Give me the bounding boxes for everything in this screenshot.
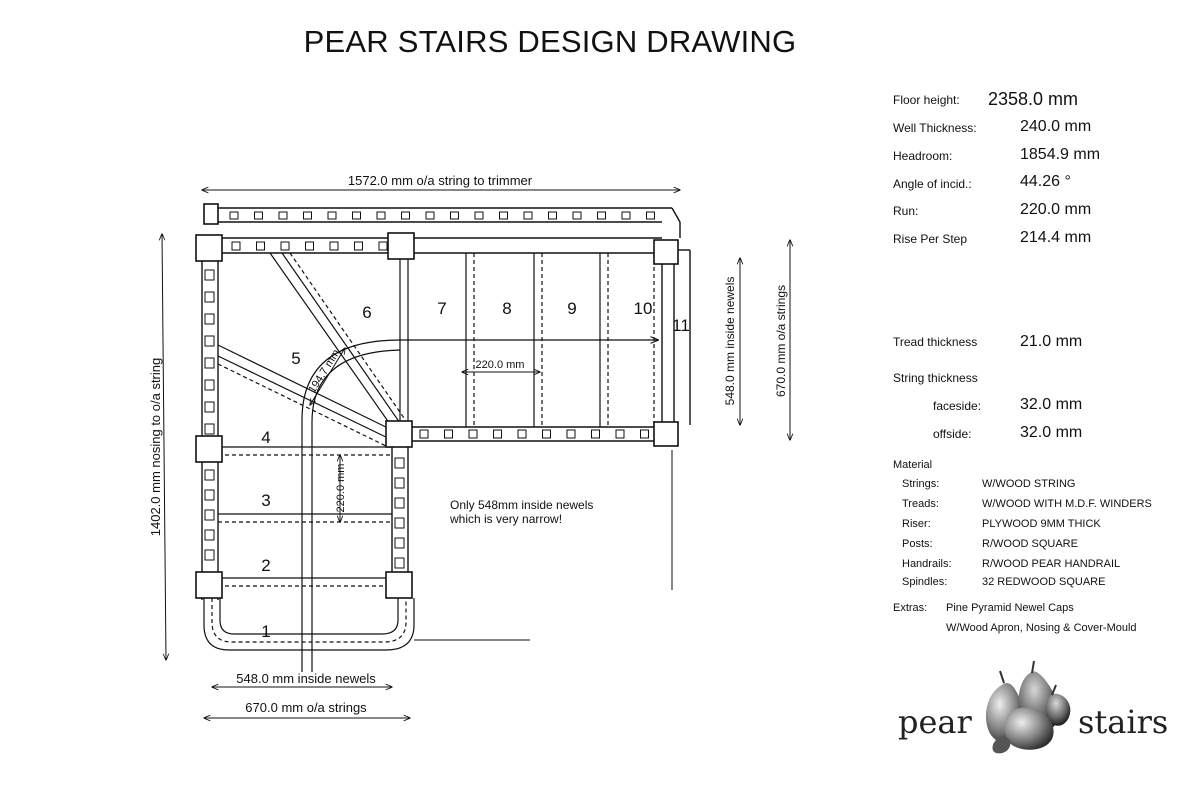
spindle xyxy=(573,212,581,219)
spec-label-angle: Angle of incid.: xyxy=(893,177,972,191)
note-line-1: Only 548mm inside newels xyxy=(450,498,594,512)
spindle xyxy=(230,212,238,219)
spindle xyxy=(598,212,606,219)
spec-label-headroom: Headroom: xyxy=(893,149,953,163)
spec-label-well-thickness: Well Thickness: xyxy=(893,121,977,135)
step-number-11: 11 xyxy=(672,316,690,335)
spindle xyxy=(395,478,404,488)
spindle xyxy=(232,242,240,250)
string-thickness-label: String thickness xyxy=(893,371,978,385)
spec-label-run: Run: xyxy=(893,204,919,218)
note-line-2: which is very narrow! xyxy=(450,512,563,526)
material-label-spindles: Spindles: xyxy=(902,576,948,588)
step-number-1: 1 xyxy=(261,622,271,641)
step-number-9: 9 xyxy=(567,299,577,318)
spec-value-headroom: 1854.9 mm xyxy=(1020,146,1101,163)
spindle xyxy=(205,424,214,434)
spec-value-run: 220.0 mm xyxy=(1020,201,1092,218)
step-number-4: 4 xyxy=(261,428,271,447)
material-value-spindles: 32 REDWOOD SQUARE xyxy=(982,576,1106,588)
spindle xyxy=(395,498,404,508)
lower-risers xyxy=(218,447,392,586)
newel-post-inner xyxy=(386,421,412,447)
pear-fruit-icon xyxy=(972,655,1078,755)
spindle xyxy=(205,270,214,280)
dim-winder-label: 194.7 mm xyxy=(306,347,343,396)
offside-label: offside: xyxy=(933,427,972,441)
logo-text-pear: pear xyxy=(898,703,972,741)
newel-post-bottom-right xyxy=(386,572,412,598)
material-value-posts: R/WOOD SQUARE xyxy=(982,538,1078,550)
left-string xyxy=(202,245,218,600)
step-numbers xyxy=(261,299,690,641)
winder-treads xyxy=(218,253,404,446)
step-number-3: 3 xyxy=(261,491,271,510)
spec-value-rise: 214.4 mm xyxy=(1020,229,1092,246)
spindle xyxy=(379,242,387,250)
step-number-8: 8 xyxy=(502,299,512,318)
tread-thickness-value: 21.0 mm xyxy=(1020,333,1083,350)
pear-stairs-logo xyxy=(892,655,1169,755)
spindle xyxy=(306,242,314,250)
spec-label-rise: Rise Per Step xyxy=(893,232,968,246)
spec-label-floor-height: Floor height: xyxy=(893,93,960,107)
spindle xyxy=(281,242,289,250)
spindle xyxy=(567,430,575,438)
spindle xyxy=(549,212,557,219)
spindle xyxy=(543,430,551,438)
material-heading: Material xyxy=(893,459,933,471)
newel-post-left-mid xyxy=(196,436,222,462)
spindle xyxy=(402,212,410,219)
spindle xyxy=(395,458,404,468)
spec-value-well-thickness: 240.0 mm xyxy=(1020,118,1092,135)
spindle xyxy=(205,358,214,368)
faceside-label: faceside: xyxy=(933,399,982,413)
left-string-spindles xyxy=(205,270,214,560)
page-title: PEAR STAIRS DESIGN DRAWING xyxy=(303,24,797,59)
material-label-riser: Riser: xyxy=(902,518,931,530)
spec-value-angle: 44.26 ° xyxy=(1020,173,1071,190)
offside-value: 32.0 mm xyxy=(1020,424,1083,441)
spindle xyxy=(257,242,265,250)
material-label-posts: Posts: xyxy=(902,538,933,550)
newel-post-top-mid xyxy=(388,233,414,259)
spindle xyxy=(622,212,630,219)
newel-post-landing-right xyxy=(654,422,678,446)
material-label-handrails: Handrails: xyxy=(902,558,952,570)
material-value-handrails: R/WOOD PEAR HANDRAIL xyxy=(982,558,1121,570)
extras-line-1: Pine Pyramid Newel Caps xyxy=(946,602,1074,614)
dim-bottom-inside-label: 548.0 mm inside newels xyxy=(236,671,376,686)
material-value-riser: PLYWOOD 9MM THICK xyxy=(982,518,1101,530)
inner-lower-string xyxy=(392,445,408,580)
top-rail-spindles xyxy=(230,212,655,219)
spec-value-floor-height: 2358.0 mm xyxy=(988,89,1079,109)
spindle xyxy=(330,242,338,250)
step-number-5: 5 xyxy=(291,349,301,368)
spindle xyxy=(500,212,508,219)
spindle xyxy=(395,558,404,568)
dim-right-inside-label: 548.0 mm inside newels xyxy=(723,276,737,406)
spindle xyxy=(353,212,361,219)
material-label-strings: Strings: xyxy=(902,478,940,490)
spindle xyxy=(205,550,214,560)
spindle xyxy=(255,212,263,219)
newel-post-top-left xyxy=(204,204,218,224)
dim-top-label: 1572.0 mm o/a string to trimmer xyxy=(347,173,533,188)
material-label-treads: Treads: xyxy=(902,498,939,510)
step-number-2: 2 xyxy=(261,556,271,575)
spindle xyxy=(616,430,624,438)
spindle xyxy=(304,212,312,219)
newel-posts xyxy=(196,204,678,598)
spindle xyxy=(205,470,214,480)
material-value-treads: W/WOOD WITH M.D.F. WINDERS xyxy=(982,498,1152,510)
spindle xyxy=(494,430,502,438)
tread-thickness-label: Tread thickness xyxy=(893,335,978,349)
dim-going-lower-label: 220.0 mm xyxy=(335,463,347,513)
spindle xyxy=(279,212,287,219)
extras-line-2: W/Wood Apron, Nosing & Cover-Mould xyxy=(946,622,1137,634)
spindle xyxy=(205,402,214,412)
dim-going-upper-label: 220.0 mm xyxy=(475,359,525,371)
spindle xyxy=(395,538,404,548)
spindle xyxy=(451,212,459,219)
dim-right-oa-label: 670.0 mm o/a strings xyxy=(774,284,788,398)
spindle xyxy=(205,380,214,390)
spindle xyxy=(445,430,453,438)
spindle xyxy=(524,212,532,219)
dimension-lines xyxy=(162,190,790,718)
spindle xyxy=(641,430,649,438)
dim-left-label: 1402.0 mm nosing to o/a string xyxy=(148,357,163,537)
spindle xyxy=(647,212,655,219)
spindle xyxy=(469,430,477,438)
spindle xyxy=(475,212,483,219)
spindle xyxy=(592,430,600,438)
spindle xyxy=(205,510,214,520)
spindle xyxy=(420,430,428,438)
logo-text-stairs: stairs xyxy=(1078,703,1169,741)
newel-post-corner xyxy=(196,235,222,261)
newel-post-bottom-left xyxy=(196,572,222,598)
newel-post-top-right xyxy=(654,240,678,264)
inner-string-spindles xyxy=(395,458,404,568)
faceside-value: 32.0 mm xyxy=(1020,396,1083,413)
spindle xyxy=(395,518,404,528)
material-value-strings: W/WOOD STRING xyxy=(982,478,1076,490)
step-number-10: 10 xyxy=(633,299,653,318)
spindle xyxy=(205,530,214,540)
spindle xyxy=(328,212,336,219)
spindle xyxy=(518,430,526,438)
dim-bottom-oa-label: 670.0 mm o/a strings xyxy=(245,700,367,715)
spindle xyxy=(205,292,214,302)
spindle xyxy=(205,490,214,500)
step-number-6: 6 xyxy=(362,303,372,322)
spindle xyxy=(426,212,434,219)
spindle xyxy=(205,336,214,346)
bullnose-step-1 xyxy=(204,598,414,650)
spindle xyxy=(355,242,363,250)
step-number-7: 7 xyxy=(437,299,447,318)
spindle xyxy=(205,314,214,324)
extras-label: Extras: xyxy=(893,602,928,614)
spindle xyxy=(377,212,385,219)
